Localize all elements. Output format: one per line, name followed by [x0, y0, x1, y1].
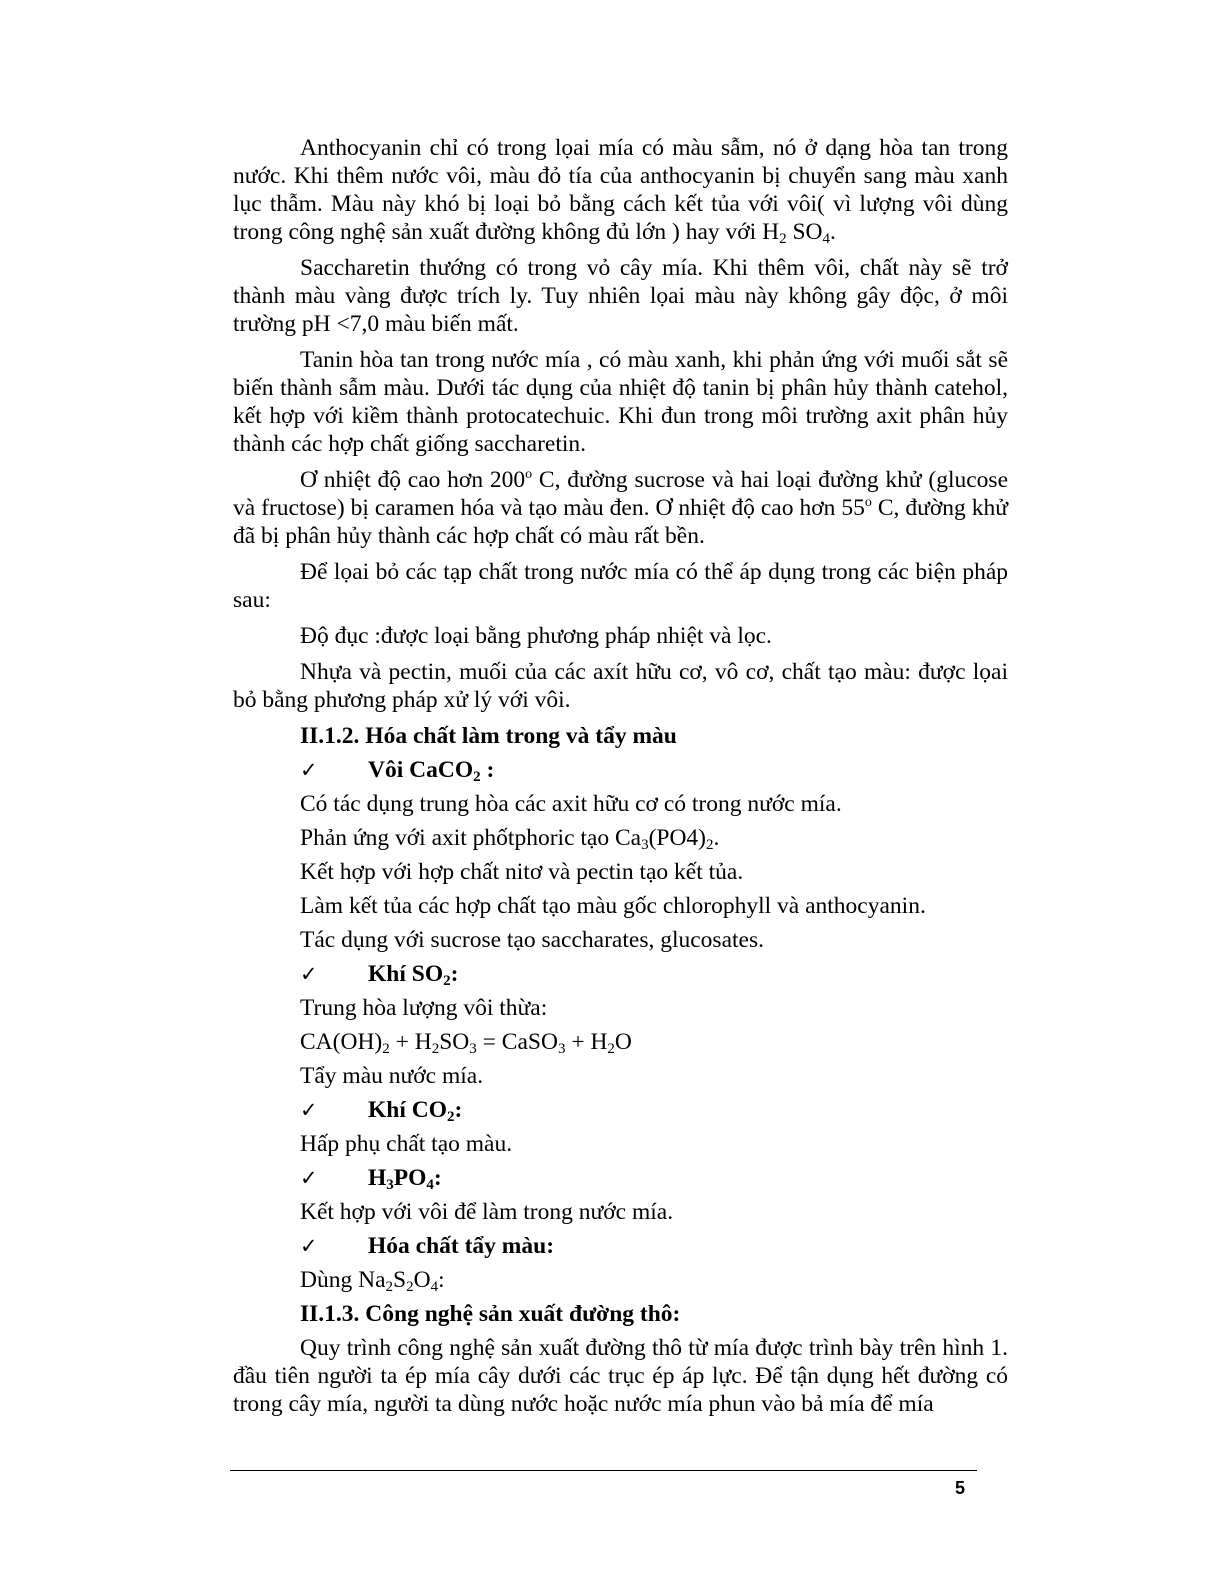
- paragraph-saccharetin: Saccharetin thướng có trong vỏ cây mía. Khi thêm vôi, chất này sẽ trở thành màu vàng được trích ly. Tuy nhiên lọai màu này không gây độc, ở môi trường pH <7,0 màu biến mất.: [233, 255, 1008, 337]
- bleach-line: Dùng $Na_2S_2O_4$:: [300, 1267, 445, 1295]
- paragraph-resin-pectin: Nhựa và pectin, muối của các axít hữu cơ, vô cơ, chất tạo màu: được lọai bỏ bằng phương pháp xử lý với vôi.: [233, 659, 1008, 713]
- paragraph-anthocyanin: Anthocyanin chỉ có trong lọai mía có màu sẫm, nó ở dạng hòa tan trong nước. Khi thêm nước vôi, màu đỏ tía của anthocyanin bị chuyển sang màu xanh lục thẫm. Màu này khó bị loại bỏ bằng cách kết tủa với vôi( vì lượng vôi dùng trong công nghệ sản xuất đường không đủ lớn ) hay với $H_2$ $SO_4$.: [233, 135, 1008, 247]
- paragraph-caramen: Ơ nhiệt độ cao hơn 200$^o$ C, đường sucrose và hai loại đường khử (glucose và fructose) bị caramen hóa và tạo màu đen. Ơ nhiệt độ cao hơn 55$^o$ C, đường khử đã bị phân hủy thành các hợp chất có màu rất bền.: [233, 467, 1008, 549]
- h3po4-line: Kết hợp với vôi để làm trong nước mía.: [300, 1199, 674, 1225]
- lime-line-5: Tác dụng với sucrose tạo saccharates, glucosates.: [300, 927, 764, 953]
- so2-line-1: Trung hòa lượng vôi thừa:: [300, 995, 548, 1021]
- footer-divider: [230, 1470, 977, 1471]
- checkmark-icon: ✓: [300, 758, 318, 782]
- page-number: 5: [955, 1478, 966, 1498]
- bullet-bleach: [233, 1232, 1008, 1260]
- bullet-so2: [233, 960, 1008, 988]
- bullet-h3po4-label: $H_3PO_4$:: [368, 1165, 442, 1193]
- paragraph-turbidity: Độ đục :được loại bằng phương pháp nhiệt và lọc.: [300, 623, 772, 649]
- lime-line-2: Phản ứng với axit phốtphoric tạo $Ca_3(PO4)_2$.: [300, 825, 720, 853]
- lime-line-3: Kết hợp với hợp chất nitơ và pectin tạo kết tủa.: [300, 859, 744, 885]
- paragraph-tanin: Tanin hòa tan trong nước mía , có màu xanh, khi phản ứng với muối sắt sẽ biến thành sẫm màu. Dưới tác dụng của nhiệt độ tanin bị phân hủy thành catehol, kết hợp với kiềm thành protocatechuic. Khi đun trong môi trường axit phân hủy thành các hợp chất giống saccharetin.: [233, 347, 1008, 457]
- checkmark-icon: ✓: [300, 1098, 318, 1122]
- lime-line-4: Làm kết tủa các hợp chất tạo màu gốc chlorophyll và anthocyanin.: [300, 893, 926, 919]
- so2-equation: $CA(OH)_2 + H_2SO_3$ = CaSO$_3$ + $H_2O$: [300, 1029, 632, 1057]
- heading-section-113: II.1.3. Công nghệ sản xuất đường thô:: [300, 1301, 681, 1327]
- lime-line-1: Có tác dụng trung hòa các axit hữu cơ có trong nước mía.: [300, 791, 842, 817]
- checkmark-icon: ✓: [300, 962, 318, 986]
- bullet-lime-label: Vôi CaCO$_2$ :: [368, 757, 495, 785]
- co2-line: Hấp phụ chất tạo màu.: [300, 1131, 513, 1157]
- heading-section-112: II.1.2. Hóa chất làm trong và tẩy màu: [300, 723, 677, 749]
- bullet-co2-label: Khí $CO_2$:: [368, 1097, 463, 1125]
- paragraph-raw-sugar-process: Quy trình công nghệ sản xuất đường thô từ mía được trình bày trên hình 1. đầu tiên người ta ép mía cây dưới các trục ép áp lực. Để tận dụng hết đường có trong cây mía, người ta dùng nước hoặc nước mía phun vào bả mía để mía: [233, 1335, 1008, 1417]
- bullet-bleach-label: Hóa chất tẩy màu:: [368, 1233, 555, 1259]
- checkmark-icon: ✓: [300, 1166, 318, 1190]
- paragraph-impurity-removal: Để lọai bỏ các tạp chất trong nước mía có thể áp dụng trong các biện pháp sau:: [233, 559, 1008, 613]
- bullet-so2-label: Khí $SO_2$:: [368, 961, 459, 989]
- bullet-lime: [233, 756, 1008, 784]
- so2-line-3: Tẩy màu nước mía.: [300, 1063, 484, 1089]
- page-body: [233, 134, 1008, 1426]
- bullet-co2: [233, 1096, 1008, 1124]
- bullet-h3po4: [233, 1164, 1008, 1192]
- checkmark-icon: ✓: [300, 1234, 318, 1258]
